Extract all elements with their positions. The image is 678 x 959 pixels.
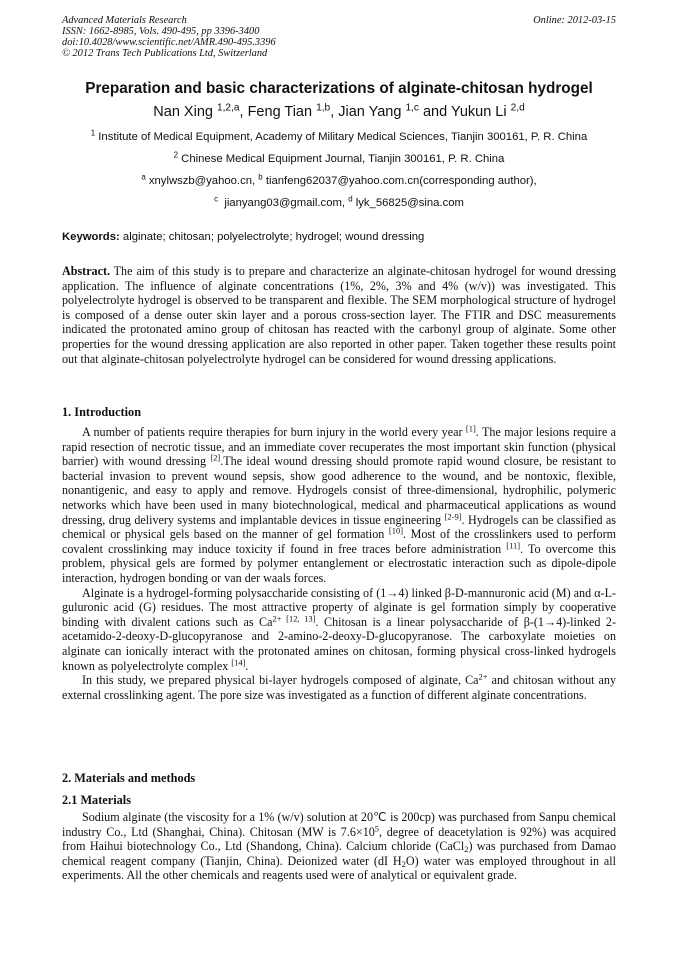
copyright-line: © 2012 Trans Tech Publications Ltd, Switzerland	[62, 48, 268, 59]
intro-paragraph-2	[62, 586, 616, 674]
text-run: A number of patients require therapies for burn injury in the world every year	[82, 425, 466, 439]
author-affiliation-mark: 1,b	[316, 102, 331, 114]
author-list	[40, 103, 638, 121]
author-affiliation-mark: 2,d	[510, 102, 525, 114]
author-separator: ,	[239, 104, 248, 120]
journal-name: Advanced Materials Research	[62, 15, 187, 26]
affiliation-mark: 1	[90, 128, 96, 138]
email-mark: d	[348, 194, 353, 204]
intro-paragraph-3	[62, 673, 616, 702]
doi-line: doi:10.4028/www.scientific.net/AMR.490-495.3396	[62, 37, 276, 48]
abstract-text: The aim of this study is to prepare and characterize an alginate-chitosan hydrogel for wound dressing application. The influence of alginate concentrations (1%, 2%, 3% and 4% (w/v)) was investigated. This polyelectrolyte hydrogel is observed to be transparent and flexible. The SEM morphological structure of hydrogel is composed of a dense outer skin layer and a porous cross-section layer. The FTIR and DSC measurements indicated the protonated amino group of chitosan has reacted with the carbonyl group of alginate. Some other properties for the wound dressing application are also reported in other paper. Taken together these results point out that alginate-chitosan polyelectrolyte hydrogel can be considered for wound dressing applications.	[62, 264, 617, 366]
affiliation-2	[40, 152, 638, 166]
exponent: 5	[374, 822, 380, 833]
author-separator: and	[418, 104, 451, 120]
text-run: .	[245, 658, 249, 673]
email-mark: c	[214, 194, 219, 204]
email-line-1	[40, 174, 638, 188]
citation: [12, 13]	[281, 613, 316, 624]
author-name: Yukun Li	[450, 104, 507, 120]
text-run: Sodium alginate (the viscosity for a 1% (w/v) solution at 20℃ is 200cp) was purchased from Sanpu chemical industry Co., Ltd (Shanghai, China). Chitosan (MW is 7.6×10	[62, 810, 616, 839]
affiliation-text: Institute of Medical Equipment, Academy of Military Medical Sciences, Tianjin 300161, P. R. China	[98, 131, 588, 143]
subscript: 2	[464, 844, 469, 855]
citation: [11]	[506, 540, 521, 551]
author-separator: ,	[330, 104, 339, 120]
abstract-paragraph	[62, 264, 616, 366]
text-run: . Most of the crosslinkers used to perform covalent crosslinking may induce toxicity if found in free traces before administration	[62, 527, 617, 556]
citation: [2]	[210, 452, 221, 463]
charge-superscript: 2+	[478, 671, 488, 682]
materials-paragraph	[62, 810, 616, 883]
text-run: . To overcome this problem, physical gels are formed by polymer entanglement or electrostatic interaction such as dipole-dipole interaction, hydrogen bonding or van der waals forces.	[62, 541, 616, 585]
text-run: .The ideal wound dressing should promote rapid wound closure, be resistant to bacterial invasion to prevent wound sepsis, show good adherence to the wound, and be nontoxic, flexible, nonantigenic, and easy to apply and remove. Hydrogels consist of three-dimensional, hydrophilic, polymeric networks which have been used in many biotechnological, medical and pharmaceutical applications as wound dressing, drug delivery systems and implantable devices in tissue engineering	[62, 454, 617, 527]
affiliation-1	[40, 130, 638, 144]
journal-header	[62, 15, 616, 59]
text-run: ) was purchased from Damao chemical reagent company (Tianjin, China). Deionized water (dI H	[62, 839, 616, 868]
keywords-text: alginate; chitosan; polyelectrolyte; hydrogel; wound dressing	[122, 231, 425, 243]
keywords-label: Keywords:	[62, 231, 120, 243]
citation: [1]	[465, 423, 476, 434]
paper-title: Preparation and basic characterizations of alginate-chitosan hydrogel	[85, 80, 593, 97]
email-mark: b	[258, 172, 263, 182]
materials-block	[62, 810, 616, 883]
introduction-block	[62, 425, 616, 702]
author-name: Jian Yang	[338, 104, 402, 120]
citation: [10]	[388, 525, 404, 536]
text-run: . The major lesions require a rapid resection of necrotic tissue, and an immediate cover recuperates the most important skin function (physical barrier) with wound dressing	[62, 425, 616, 469]
text-run: O) water was employed throughout in all experiments. All the other chemicals and reagents used were of analytical or equivalent grade.	[62, 853, 617, 883]
email-address: tianfeng62037@yahoo.com.cn(corresponding author),	[265, 175, 537, 187]
affiliation-mark: 2	[173, 150, 179, 160]
intro-paragraph-1	[62, 425, 616, 586]
citation: [2-9]	[444, 510, 462, 521]
text-run: Alginate is a hydrogel-forming polysaccharide consisting of (1→4) linked β-D-mannuronic acid (M) and α-L-guluronic acid (G) residues. The most attractive property of alginate is gel formation simply by cooperative binding with divalent cations such as Ca	[62, 585, 616, 629]
online-date: Online: 2012-03-15	[533, 15, 616, 26]
text-run: . Chitosan is a linear polysaccharide of β-(1→4)-linked 2-acetamido-2-deoxy-D-glucopyranose and 2-amino-2-deoxy-D-glucopyranose. The carboxylate moieties on alginate can ionically interact with the protonated amines on chitosan, forming physical cross-linked hydrogels known as polyelectrolyte complex	[62, 614, 616, 673]
text-run: In this study, we prepared physical bi-layer hydrogels composed of alginate, Ca	[82, 673, 479, 688]
section-heading-methods: 2. Materials and methods	[62, 771, 196, 785]
email-address: jianyang03@gmail.com,	[224, 197, 346, 209]
text-run: and chitosan without any external crosslinking agent. The pore size was investigated as a function of different alginate concentrations.	[62, 673, 616, 702]
keywords-line	[62, 230, 616, 244]
email-mark: a	[141, 172, 146, 182]
text-run: . Hydrogels can be classified as chemical or physical gels based on the manner of gel formation	[62, 512, 617, 542]
abstract-label: Abstract.	[62, 264, 111, 278]
author-affiliation-mark: 1,2,a	[216, 102, 240, 114]
text-run: , degree of deacetylation is 92%) was acquired from Haihui biotechnology Co., Ltd (Shandong, China). Calcium chloride (CaCl	[62, 824, 617, 854]
issn-line: ISSN: 1662-8985, Vols. 490-495, pp 3396-3400	[62, 26, 260, 37]
email-address: lyk_56825@sina.com	[355, 197, 464, 209]
abstract-block	[62, 264, 616, 366]
author-affiliation-mark: 1,c	[405, 102, 419, 114]
affiliation-text: Chinese Medical Equipment Journal, Tianjin 300161, P. R. China	[181, 153, 505, 165]
charge-superscript: 2+	[272, 613, 282, 624]
email-address: xnylwszb@yahoo.cn,	[148, 175, 256, 187]
author-name: Feng Tian	[247, 104, 313, 120]
subsection-heading-materials: 2.1 Materials	[62, 793, 131, 807]
author-name: Nan Xing	[153, 104, 213, 120]
citation: [14]	[231, 656, 246, 667]
email-line-2	[40, 196, 638, 210]
section-heading-introduction: 1. Introduction	[62, 405, 142, 419]
subscript: 2	[401, 858, 406, 869]
